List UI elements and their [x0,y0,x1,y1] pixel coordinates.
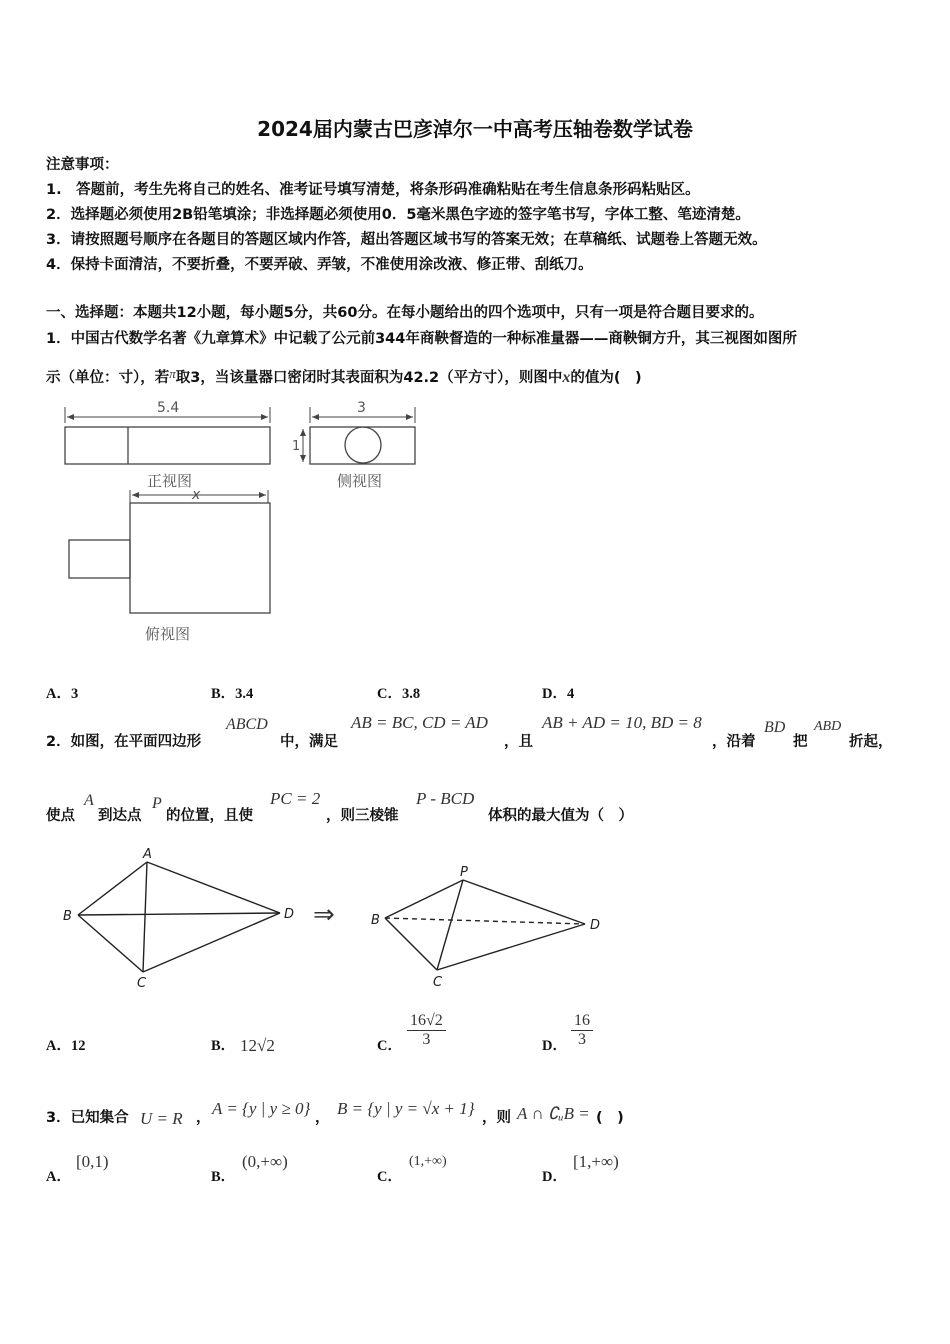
front-view [65,400,270,490]
q1-text: 取3，当该量器口密闭时其表面积为42.2（平方寸），则图中 [175,370,563,386]
q1-three-view-figure [55,395,435,650]
q3-option-a[interactable]: A． [46,1169,71,1185]
front-dim-label: 5.4 [157,400,180,416]
q2-option-c[interactable]: C． [377,1038,402,1054]
q3-text: ( ) [596,1110,624,1126]
front-view-label: 正视图 [147,472,193,490]
q3-text: ， [315,1110,330,1126]
q2-option-b-value: 12√2 [240,1036,275,1055]
q2-text: 折起， [849,734,893,750]
label-p: P [460,865,468,880]
section-heading: 一、选择题：本题共12小题，每小题5分，共60分。在每小题给出的四个选项中，只有一项是符合题目要求的。 [46,305,764,321]
q2-option-b[interactable]: B． [211,1038,236,1054]
q3-option-b[interactable]: B． [211,1169,236,1185]
q3-expression: A ∩ ∁ᵤB = [517,1104,590,1123]
q1-line2 [46,366,642,387]
q2-text: 2．如图，在平面四边形 [46,734,202,750]
q3-universal-set: U = R [140,1109,183,1128]
label-c: C [137,976,147,991]
q1-option-a[interactable]: A．3 [46,686,79,702]
q1-text: 的值为( ) [570,370,642,386]
q2-option-d-fraction: $\frac{16}{3}$ [571,1012,593,1049]
page-title: 2024届内蒙古巴彦淖尔一中高考压轴卷数学试卷 [257,117,693,141]
q2-text: 的位置，且使 [166,808,253,824]
top-view [69,487,270,643]
q2-option-c-fraction: $\frac{16√2}{3}$ [407,1012,446,1049]
side-view [292,400,415,490]
q2-point-p: P [152,795,162,812]
q3-option-d-value: [1,+∞) [573,1152,619,1171]
q2-pbcd: P - BCD [416,789,475,808]
q2-text: 中，满足 [280,734,338,750]
x-variable: x [562,369,571,386]
q3-option-b-value: (0,+∞) [242,1152,288,1171]
side-dim-width: 3 [357,400,366,416]
notice-item: 1. 答题前，考生先将自己的姓名、准考证号填写清楚，将条形码准确粘贴在考生信息条形码粘贴区。 [46,182,700,198]
notice-item: 3．请按照题号顺序在各题目的答题区域内作答，超出答题区域书写的答案无效；在草稿纸、试题卷上答题无效。 [46,232,767,248]
top-dim-label: x [192,487,201,503]
q3-option-c[interactable]: C． [377,1169,402,1185]
q2-text: ，则三棱锥 [326,808,399,824]
q1-option-b[interactable]: B．3.4 [211,686,254,702]
fold-arrow-icon: ⇒ [313,900,335,930]
q2-text: 到达点 [98,808,142,824]
q2-fold-figure [55,840,615,995]
top-view-label: 俯视图 [145,625,191,643]
label-d: D [590,918,601,933]
q3-text: ， [196,1110,211,1126]
q3-option-d[interactable]: D． [542,1169,567,1185]
side-view-label: 侧视图 [337,472,383,490]
q2-text: 体积的最大值为（ ） [488,808,633,824]
q2-abd: ABD [814,719,842,734]
q3-set-a: A = {y | y ≥ 0} [212,1099,311,1118]
q2-point-a: A [84,792,94,809]
tetrahedron-pbcd [385,880,585,970]
q1-text: 示（单位：寸），若 [46,370,170,386]
q2-option-d[interactable]: D． [542,1038,567,1054]
label-c: C [433,975,443,990]
q2-condition-1: AB = BC, CD = AD [351,713,488,732]
q3-set-b: B = {y | y = √x + 1} [337,1099,475,1118]
q1-line1: 1．中国古代数学名著《九章算术》中记载了公元前344年商鞅督造的一种标准量器——商鞅铜方升，其三视图如图所 [46,331,797,347]
q2-pc: PC = 2 [270,789,321,808]
label-d: D [284,907,295,922]
q2-text: 使点 [46,808,75,824]
pi-symbol: π [169,366,176,381]
q2-text: 把 [793,734,808,750]
quadrilateral-abcd [78,862,280,972]
label-b: B [371,913,380,928]
side-dim-height: 1 [292,439,301,454]
q3-option-a-value: [0,1) [76,1152,109,1171]
label-a: A [143,847,152,862]
q1-option-c[interactable]: C．3.8 [377,686,421,702]
q1-option-d[interactable]: D．4 [542,686,575,702]
q2-option-a[interactable]: A．12 [46,1038,86,1054]
q2-text: ，沿着 [712,734,756,750]
q2-abcd: ABCD [226,716,268,733]
q3-text: 3．已知集合 [46,1110,129,1126]
notice-item: 2．选择题必须使用2B铅笔填涂；非选择题必须使用0．5毫米黑色字迹的签字笔书写，字体工整、笔迹清楚。 [46,207,750,223]
q2-condition-2: AB + AD = 10, BD = 8 [542,713,702,732]
notice-item: 4．保持卡面清洁，不要折叠，不要弄破、弄皱，不准使用涂改液、修正带、刮纸刀。 [46,257,593,273]
notice-heading: 注意事项： [46,157,119,173]
q2-text: ，且 [504,734,533,750]
q3-text: ，则 [482,1110,511,1126]
label-b: B [63,909,72,924]
q3-option-c-value: (1,+∞) [409,1154,447,1169]
q2-bd: BD [764,719,786,736]
